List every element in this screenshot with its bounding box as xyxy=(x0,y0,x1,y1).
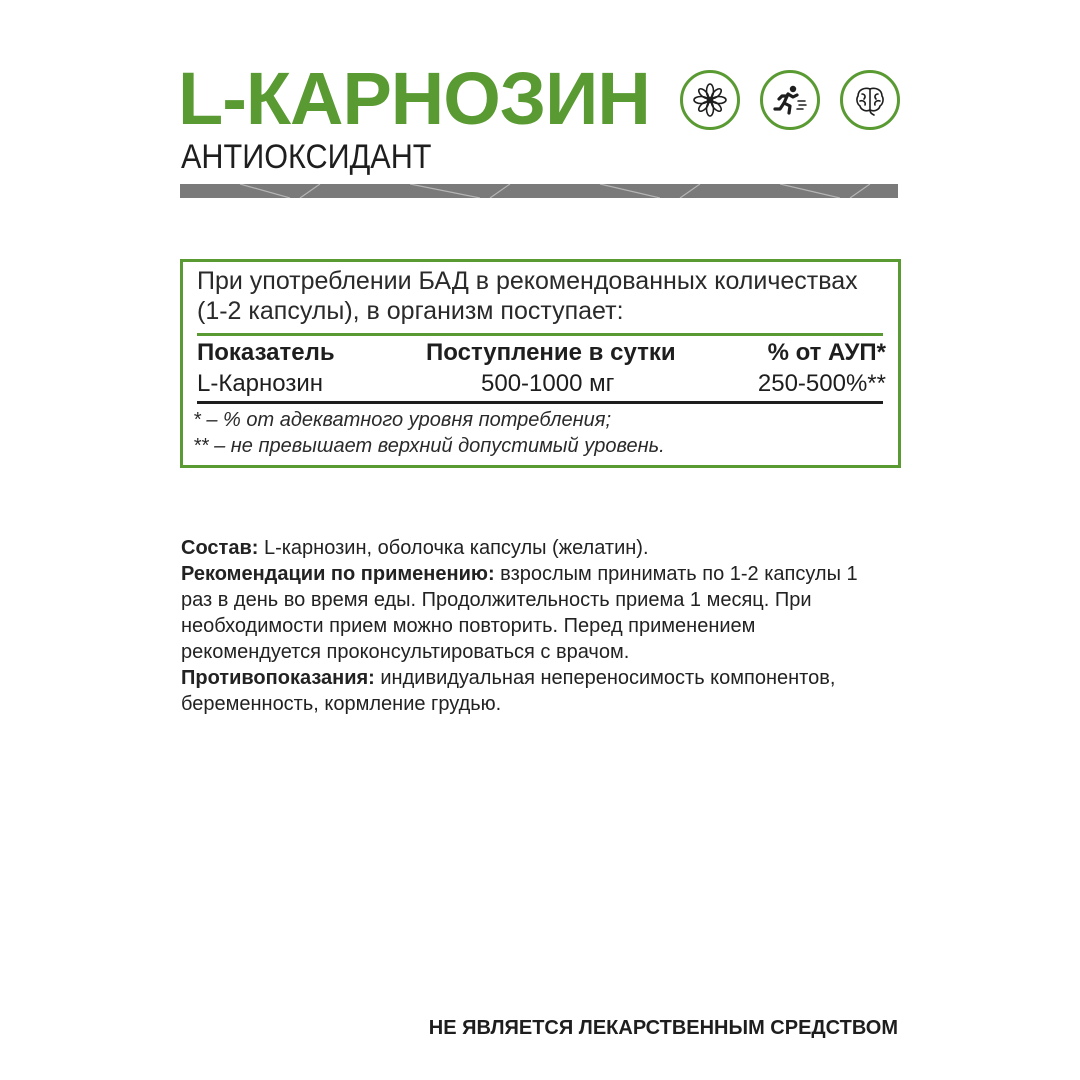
product-subtitle: АНТИОКСИДАНТ xyxy=(181,138,432,176)
feature-icons xyxy=(680,70,900,130)
footnote-1: * – % от адекватного уровня потребления; xyxy=(193,409,611,431)
table-top-rule xyxy=(197,333,883,336)
cell-percent: 250-500%** xyxy=(757,370,886,397)
recommendations-label: Рекомендации по применению: xyxy=(181,563,495,585)
cell-ingredient: L-Карнозин xyxy=(197,370,324,397)
recommendations-paragraph xyxy=(181,561,881,665)
contraindications-paragraph xyxy=(181,665,881,717)
intake-info-box xyxy=(180,259,901,468)
product-title: L-КАРНОЗИН xyxy=(178,57,650,140)
column-header-indicator: Показатель xyxy=(197,339,335,366)
composition-text: L-карнозин, оболочка капсулы (желатин). xyxy=(258,537,649,559)
intake-intro: При употреблении БАД в рекомендованных количествах (1-2 капсулы), в организм поступает: xyxy=(197,267,858,325)
flower-icon xyxy=(680,70,740,130)
product-description xyxy=(181,535,881,717)
recommendations-text: взрослым принимать по 1-2 капсулы 1 раз в день во время еды. Продолжительность приема 1 месяц. При необходимости прием можно повторить. Перед применением рекомендуется проконсультироваться с врачом. xyxy=(181,563,858,663)
disclaimer: НЕ ЯВЛЯЕТСЯ ЛЕКАРСТВЕННЫМ СРЕДСТВОМ xyxy=(428,1017,898,1039)
column-header-percent: % от АУП* xyxy=(767,339,886,366)
table-bottom-rule xyxy=(197,401,883,404)
footnote-2: ** – не превышает верхний допустимый уровень. xyxy=(193,435,665,457)
contraindications-text: индивидуальная непереносимость компонентов, беременность, кормление грудью. xyxy=(181,667,836,715)
brain-icon xyxy=(840,70,900,130)
column-header-daily-intake: Поступление в сутки xyxy=(426,339,676,366)
composition-label: Состав: xyxy=(181,537,259,559)
cell-daily-amount: 500-1000 мг xyxy=(481,370,615,397)
contraindications-label: Противопоказания: xyxy=(181,667,375,689)
running-man-icon xyxy=(760,70,820,130)
decorative-stripe xyxy=(180,184,898,198)
composition-paragraph xyxy=(181,535,881,561)
